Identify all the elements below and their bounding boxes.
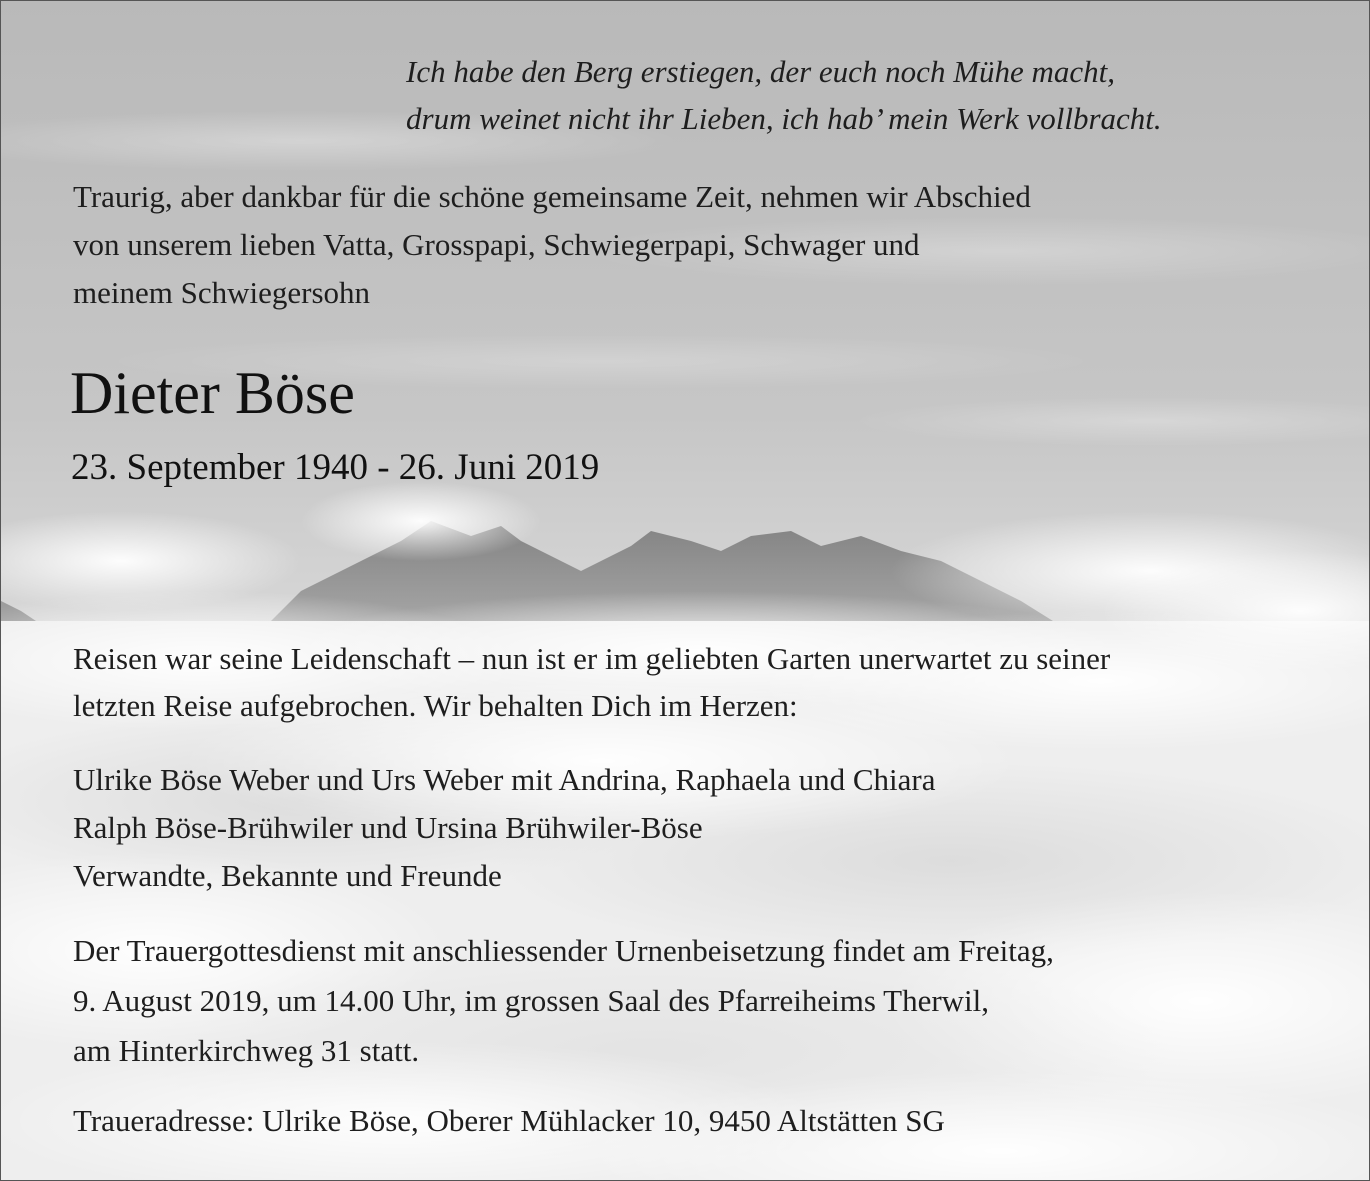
family-line: Ralph Böse-Brühwiler und Ursina Brühwiler-Böse (73, 810, 703, 845)
service-line: 9. August 2019, um 14.00 Uhr, im grossen Saal des Pfarreiheims Therwil, (73, 983, 990, 1018)
deceased-name: Dieter Böse (70, 360, 355, 426)
motto-line: drum weinet nicht ihr Lieben, ich hab’ mein Werk vollbracht. (406, 101, 1162, 136)
service-line: Der Trauergottesdienst mit anschliessender Urnenbeisetzung findet am Freitag, (73, 933, 1054, 968)
mourning-address (73, 1097, 945, 1145)
address-line: Traueradresse: Ulrike Böse, Oberer Mühlacker 10, 9450 Altstätten SG (73, 1103, 945, 1138)
service-line: am Hinterkirchweg 31 statt. (73, 1033, 420, 1068)
family-line: Ulrike Böse Weber und Urs Weber mit Andrina, Raphaela und Chiara (73, 762, 936, 797)
intro-line: von unserem lieben Vatta, Grosspapi, Schwiegerpapi, Schwager und (73, 227, 920, 262)
motto-line: Ich habe den Berg erstiegen, der euch noch Mühe macht, (406, 54, 1116, 89)
family-line: Verwandte, Bekannte und Freunde (73, 858, 502, 893)
family-list (73, 756, 936, 900)
intro-line: Traurig, aber dankbar für die schöne gemeinsame Zeit, nehmen wir Abschied (73, 179, 1031, 214)
notice-content (1, 1, 1369, 1180)
intro-paragraph (73, 173, 1031, 317)
service-paragraph (73, 926, 1054, 1076)
passion-line: letzten Reise aufgebrochen. Wir behalten Dich im Herzen: (73, 688, 798, 723)
motto-quote (406, 48, 1162, 142)
passion-line: Reisen war seine Leidenschaft – nun ist er im geliebten Garten unerwartet zu seiner (73, 641, 1111, 676)
intro-line: meinem Schwiegersohn (73, 275, 371, 310)
passion-paragraph (73, 635, 1110, 729)
life-dates: 23. September 1940 - 26. Juni 2019 (71, 447, 600, 488)
